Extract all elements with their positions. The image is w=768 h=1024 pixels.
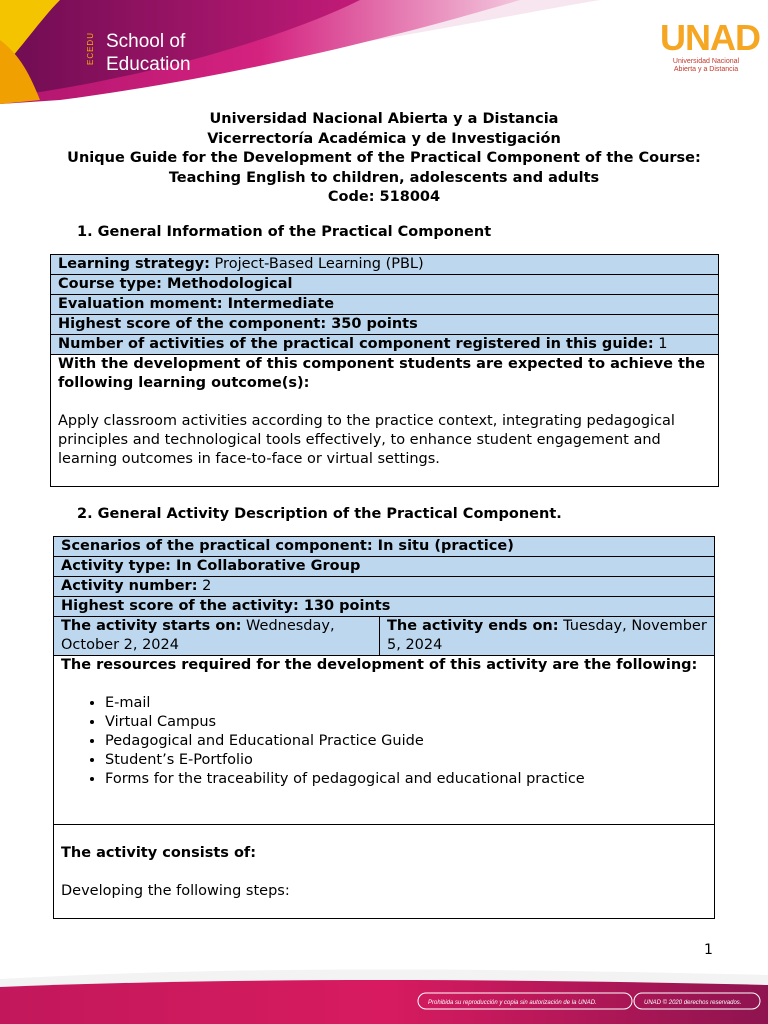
page-number: 1 (704, 942, 713, 958)
title-line: Teaching English to children, adolescents and adults (168, 169, 600, 186)
course-type-cell: Course type: Methodological (51, 275, 719, 295)
highest-score-cell: Highest score of the component: 350 points (51, 315, 719, 335)
footer-copyright-right: UNAD © 2020 derechos reservados. (644, 1000, 742, 1006)
learning-strategy-cell: Learning strategy: Project-Based Learning (PBL) (51, 255, 719, 275)
title-line: Code: 518004 (327, 189, 441, 205)
title-line: Unique Guide for the Development of the Practical Component of the Course: (67, 150, 701, 166)
activity-description-table (53, 536, 715, 919)
title-line: Universidad Nacional Abierta y a Distancia (209, 111, 559, 127)
section1-heading: 1. General Information of the Practical Component (77, 224, 492, 240)
document-titles (0, 110, 768, 208)
footer-banner (0, 965, 768, 1024)
section2-heading: 2. General Activity Description of the Practical Component. (77, 506, 562, 522)
list-item: • Forms for the traceability of pedagogical and educational practice (105, 770, 707, 789)
footer-copyright-left: Prohibida su reproducción y copia sin autorización de la UNAD. (428, 1000, 597, 1006)
title-line: Vicerrectoría Académica y de Investigación (207, 130, 561, 147)
activity-consists-cell: The activity consists of: Developing the following steps: (54, 825, 715, 919)
activity-number-cell: Activity number: 2 (54, 577, 715, 597)
learning-outcome-cell: With the development of this component students are expected to achieve the following learning outcome(s): Apply classroom activities according to the practice context, integrating pedagogical principles and technological tools effectively, to enhance student engagement and learning outcomes in face-to-face or virtual settings. (51, 355, 719, 487)
scenarios-cell: Scenarios of the practical component: In situ (practice) (54, 537, 715, 557)
list-item: • Pedagogical and Educational Practice Guide (105, 732, 707, 751)
list-item: • E-mail (105, 694, 707, 713)
activity-start-cell: The activity starts on: Wednesday, October 2, 2024 (54, 617, 380, 656)
list-item: • Virtual Campus (105, 713, 707, 732)
resources-list (61, 694, 707, 789)
activity-score-cell: Highest score of the activity: 130 points (54, 597, 715, 617)
evaluation-moment-cell: Evaluation moment: Intermediate (51, 295, 719, 315)
resources-cell: The resources required for the development of this activity are the following: • E-mail • Virtual Campus • Pedagogical and Educational Practice Guide • Student’s E-Portfolio • Forms for the traceability of pedagogical and educational practice (54, 656, 715, 825)
unad-logo: UNAD Universidad Nacional Abierta y a Distancia (660, 17, 760, 73)
general-info-table (50, 254, 719, 487)
activity-type-cell: Activity type: In Collaborative Group (54, 557, 715, 577)
list-item: • Student’s E-Portfolio (105, 751, 707, 770)
activity-end-cell: The activity ends on: Tuesday, November 5, 2024 (380, 617, 715, 656)
num-activities-cell: Number of activities of the practical component registered in this guide: 1 (51, 335, 719, 355)
